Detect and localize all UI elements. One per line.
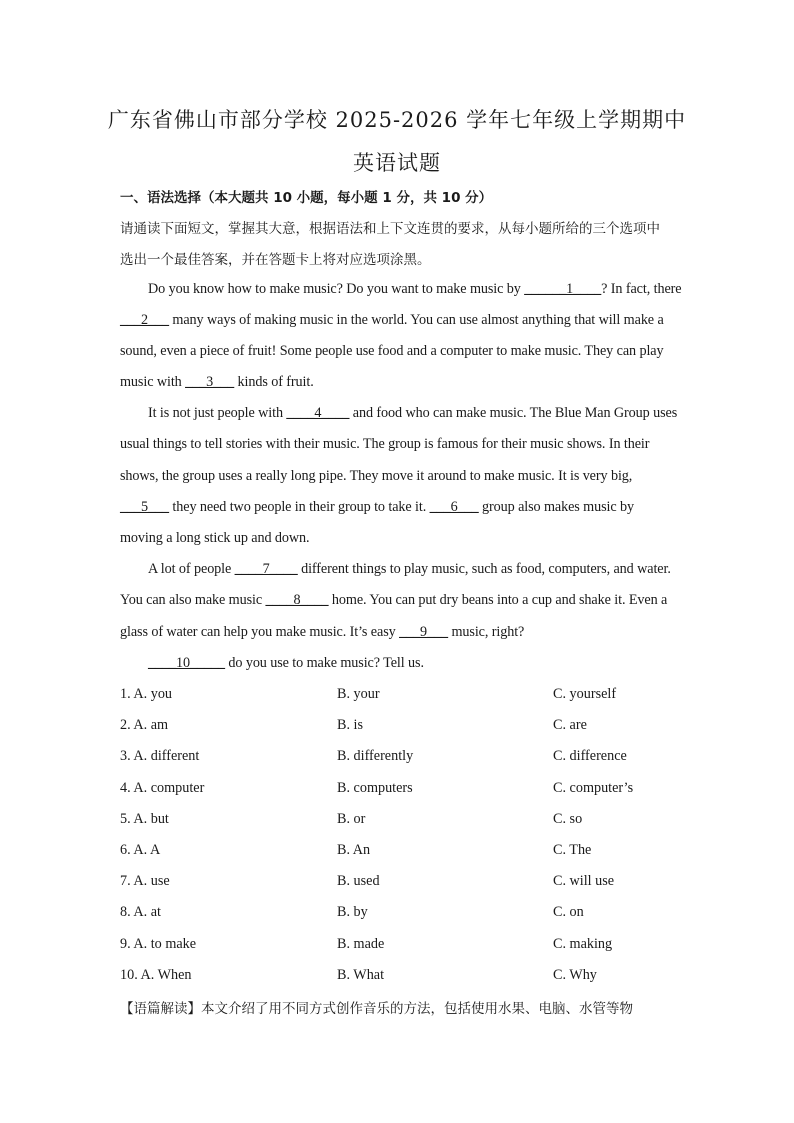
passage-line: moving a long stick up and down. xyxy=(120,530,310,546)
option-8-a: 8. A. at xyxy=(120,904,161,920)
passage-text: ? In fact, there xyxy=(601,281,682,297)
blank-6: ___6___ xyxy=(429,499,479,515)
passage-text: they need two people in their group to take it. xyxy=(168,499,430,515)
passage-text: You can also make music xyxy=(120,592,266,608)
instruction-line-2: 选出一个最佳答案，并在答题卡上将对应选项涂黑。 xyxy=(120,252,431,268)
option-10-c: C. Why xyxy=(553,967,597,983)
passage-line xyxy=(120,624,680,641)
passage-text: group also makes music by xyxy=(478,499,635,515)
exam-subtitle: 英语试题 xyxy=(353,151,441,175)
blank-7: ____7____ xyxy=(234,561,298,577)
blank-8: ____8____ xyxy=(265,592,329,608)
blank-10: ____10_____ xyxy=(148,655,225,671)
option-9-b: B. made xyxy=(337,936,385,952)
passage-line xyxy=(120,374,680,391)
passage-analysis: 【语篇解读】本文介绍了用不同方式创作音乐的方法，包括使用水果、电脑、水管等物 xyxy=(120,1001,633,1017)
passage-line xyxy=(120,592,680,609)
blank-3: ___3___ xyxy=(185,374,235,390)
option-5-b: B. or xyxy=(337,811,366,827)
option-8-c: C. on xyxy=(553,904,584,920)
passage-text: It is not just people with xyxy=(148,405,287,421)
passage-text: home. You can put dry beans into a cup and shake it. Even a xyxy=(328,592,668,608)
passage-text: Do you know how to make music? Do you want to make music by xyxy=(148,281,525,297)
option-7-a: 7. A. use xyxy=(120,873,170,889)
option-9-c: C. making xyxy=(553,936,613,952)
option-3-a: 3. A. different xyxy=(120,748,200,764)
blank-2: ___2___ xyxy=(120,312,169,328)
passage-line: shows, the group uses a really long pipe. They move it around to make music. It is very big, xyxy=(120,468,633,484)
option-10-a: 10. A. When xyxy=(120,967,192,983)
option-6-b: B. An xyxy=(337,842,371,858)
passage-text: glass of water can help you make music. It’s easy xyxy=(120,624,400,640)
option-3-b: B. differently xyxy=(337,748,414,764)
passage-text: music, right? xyxy=(448,624,525,640)
option-2-b: B. is xyxy=(337,717,364,733)
option-7-c: C. will use xyxy=(553,873,615,889)
passage-text: many ways of making music in the world. You can use almost anything that will make a xyxy=(168,312,664,328)
blank-9: ___9___ xyxy=(399,624,449,640)
option-1-c: C. yourself xyxy=(553,686,617,702)
passage-text: A lot of people xyxy=(148,561,235,577)
passage-text: music with xyxy=(120,374,186,390)
passage-line xyxy=(148,405,708,422)
option-1-a: 1. A. you xyxy=(120,686,173,702)
option-6-a: 6. A. A xyxy=(120,842,161,858)
option-4-c: C. computer’s xyxy=(553,780,634,796)
blank-5: ___5___ xyxy=(120,499,169,515)
instruction-line-1: 请通读下面短文，掌握其大意，根据语法和上下文连贯的要求，从每小题所给的三个选项中 xyxy=(120,221,660,237)
passage-line xyxy=(148,655,708,672)
option-5-a: 5. A. but xyxy=(120,811,169,827)
option-3-c: C. difference xyxy=(553,748,627,764)
passage-line: sound, even a piece of fruit! Some people use food and a computer to make music. They can play xyxy=(120,343,664,359)
passage-line xyxy=(120,499,680,516)
passage-line xyxy=(148,281,708,298)
passage-line xyxy=(148,561,708,578)
passage-text: kinds of fruit. xyxy=(234,374,314,390)
passage-line xyxy=(120,312,680,329)
passage-text: and food who can make music. The Blue Man Group uses xyxy=(349,405,678,421)
section-heading: 一、语法选择（本大题共 10 小题，每小题 1 分，共 10 分） xyxy=(120,190,493,206)
exam-title: 广东省佛山市部分学校 2025-2026 学年七年级上学期期中 xyxy=(107,108,687,132)
option-1-b: B. your xyxy=(337,686,380,702)
option-6-c: C. The xyxy=(553,842,592,858)
blank-1: ______1____ xyxy=(524,281,602,297)
option-2-a: 2. A. am xyxy=(120,717,169,733)
passage-text: different things to play music, such as food, computers, and water. xyxy=(297,561,671,577)
blank-4: ____4____ xyxy=(286,405,350,421)
option-4-a: 4. A. computer xyxy=(120,780,205,796)
option-10-b: B. What xyxy=(337,967,385,983)
option-5-c: C. so xyxy=(553,811,583,827)
option-8-b: B. by xyxy=(337,904,368,920)
passage-text: do you use to make music? Tell us. xyxy=(224,655,424,671)
option-2-c: C. are xyxy=(553,717,587,733)
passage-line: usual things to tell stories with their music. The group is famous for their music shows. In their xyxy=(120,436,650,452)
option-4-b: B. computers xyxy=(337,780,413,796)
option-9-a: 9. A. to make xyxy=(120,936,197,952)
option-7-b: B. used xyxy=(337,873,380,889)
